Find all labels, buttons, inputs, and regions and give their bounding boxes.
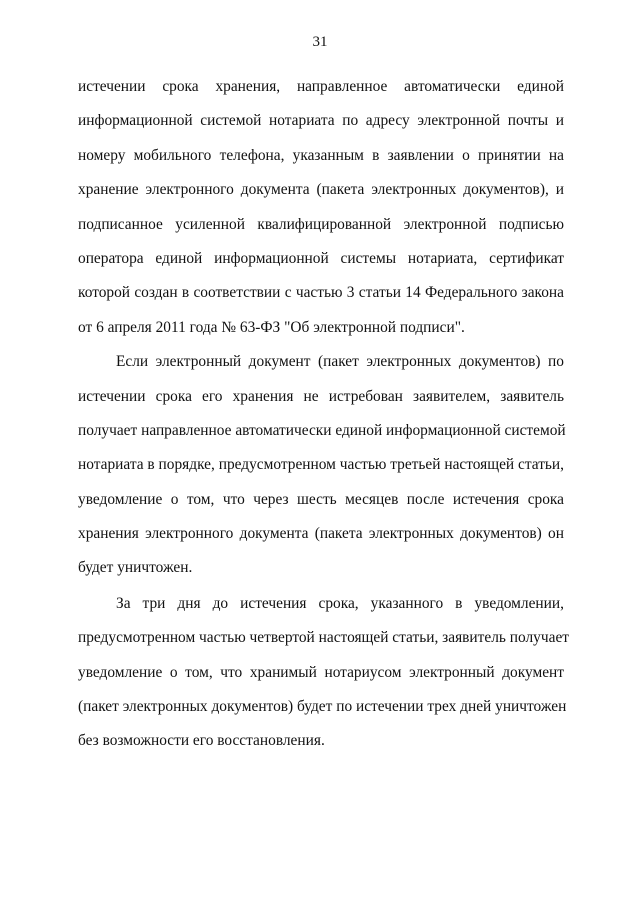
text-line: истечении срока хранения, направленное автоматически единой — [78, 78, 564, 95]
text-line: За три дня до истечения срока, указанного в уведомлении, — [116, 594, 564, 612]
text-line: от 6 апреля 2011 года № 63-ФЗ "Об электронной подписи". — [78, 318, 465, 336]
text-line: Если электронный документ (пакет электронных документов) по — [116, 353, 564, 371]
page-number: 31 — [312, 34, 328, 50]
text-line: хранение электронного документа (пакета электронных документов), и — [78, 181, 564, 199]
text-line: без возможности его восстановления. — [78, 732, 325, 750]
text-line: хранения электронного документа (пакета электронных документов) он — [78, 525, 564, 543]
text-line: информационной системой нотариата по адресу электронной почты и — [78, 112, 564, 130]
paragraph-continuation — [78, 70, 564, 345]
text-line: оператора единой информационной системы нотариата, сертификат — [78, 249, 564, 267]
text-line: будет уничтожен. — [78, 559, 193, 577]
text-line: предусмотренном частью четвертой настоящей статьи, заявитель получает — [78, 629, 569, 647]
text-line: (пакет электронных документов) будет по истечении трех дней уничтожен — [78, 698, 567, 716]
text-line: номеру мобильного телефона, указанным в заявлении о принятии на — [78, 146, 564, 164]
text-line: истечении срока его хранения не истребован заявителем, заявитель — [78, 387, 564, 405]
paragraph-expiry-notice — [78, 345, 564, 586]
text-line: уведомление о том, что хранимый нотариусом электронный документ — [78, 663, 564, 681]
text-line: подписанное усиленной квалифицированной электронной подписью — [78, 215, 564, 233]
text-line: нотариата в порядке, предусмотренном частью третьей настоящей статьи, — [78, 456, 565, 474]
text-line: получает направленное автоматически единой информационной системой — [78, 421, 566, 439]
text-line: которой создан в соответствии с частью 3 статьи 14 Федерального закона — [78, 284, 564, 302]
document-body — [78, 70, 569, 759]
text-line: уведомление о том, что через шесть месяцев после истечения срока — [78, 490, 564, 508]
paragraph-final-notice — [78, 587, 569, 759]
